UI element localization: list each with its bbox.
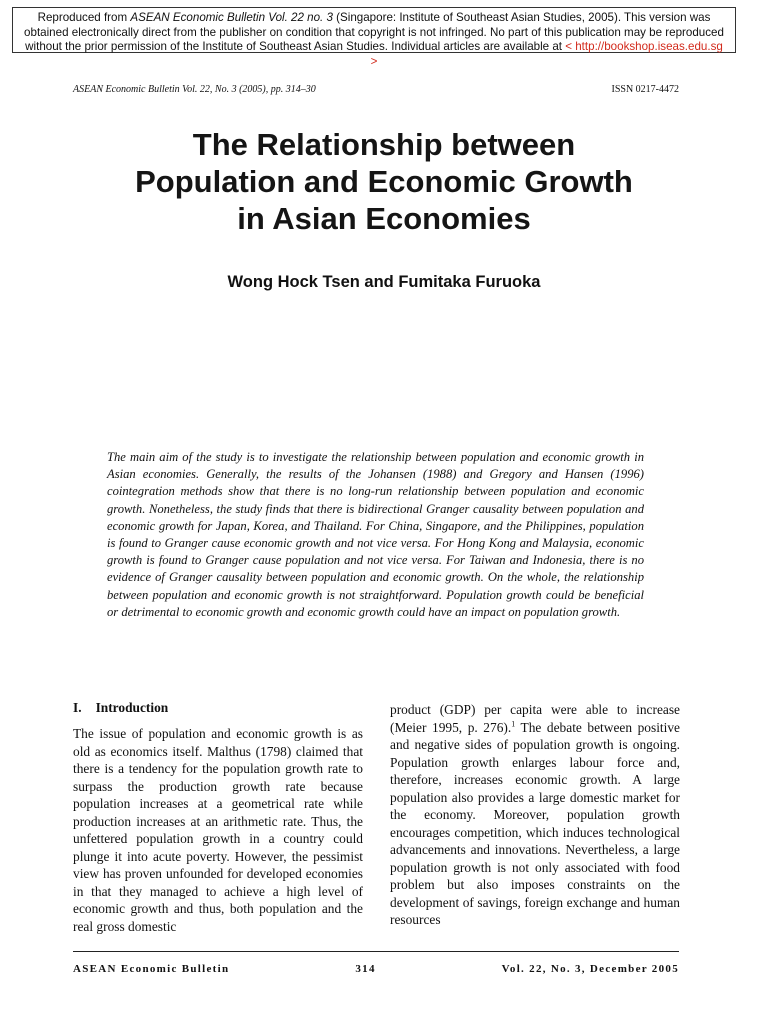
title-line-3: in Asian Economies	[237, 201, 531, 236]
notice-source: ASEAN Economic Bulletin Vol. 22 no. 3	[130, 11, 333, 24]
section-heading	[73, 700, 168, 716]
abstract: The main aim of the study is to investigate the relationship between population and economic growth in Asian economies. Generally, the results of the Johansen (1988) and Gregory and Hansen (1996) cointegration methods show that there is no long-run relationship between population and economic growth. Nonetheless, the study finds that there is bidirectional Granger causality between population and economic growth for Japan, Korea, and Thailand. For China, Singapore, and the Philippines, population is found to Granger cause economic growth and not vice versa. For Hong Kong and Malaysia, economic growth is found to Granger cause population and not vice versa. For Taiwan and Indonesia, there is no evidence of Granger causality between population and economic growth. On the whole, the relationship between population and economic growth is not straightforward. Population growth could be beneficial or detrimental to economic growth and economic growth could have an impact on population growth.	[107, 450, 644, 619]
notice-text-body: (Singapore: Institute of Southeast Asian Studies, 2005). This version was obtained electronically direct from the publisher on condition that copyright is not infringed. No part of this publication may be reproduced without the prior permission of the Institute of Southeast Asian Studies. Individual articles are available at	[24, 11, 724, 53]
bookshop-link[interactable]: < http://bookshop.iseas.edu.sg >	[370, 40, 723, 68]
page-footer	[73, 963, 679, 975]
issn: ISSN 0217-4472	[611, 84, 679, 95]
footer-issue: Vol. 22, No. 3, December 2005	[501, 963, 679, 975]
footer-journal: ASEAN Economic Bulletin	[73, 963, 230, 975]
copyright-notice	[12, 7, 736, 68]
page-number: 314	[355, 963, 376, 975]
authors: Wong Hock Tsen and Fumitaka Furuoka	[227, 273, 541, 291]
running-header	[73, 84, 679, 95]
body-column-right	[390, 701, 680, 929]
footer-rule	[73, 951, 679, 952]
body-right-rest: The debate between positive and negative sides of population growth is ongoing. Population growth enlarges labour force and, therefore, increases economic growth. A large population also provides a large domestic market for the economy. Moreover, population growth encourages competition, which induces technological advancements and innovations. Nevertheless, a large population growth is not only associated with food problem but also imposes constraints on the development of savings, foreign exchange and human resources	[390, 719, 680, 927]
body-column-left: The issue of population and economic growth is as old as economics itself. Malthus (1798) claimed that there is a tendency for the population growth rate to surpass the production growth rate because population increases at a geometrical rate while production increases at an arithmetic rate. Thus, the unfettered population growth in a country could plunge it into acute poverty. However, the pessimist view has proven unfounded for developed economies in that they managed to achieve a high level of economic growth and thus, both population and the real gross domestic	[73, 726, 363, 934]
section-number: I.	[73, 700, 82, 715]
journal-citation: ASEAN Economic Bulletin Vol. 22, No. 3 (2005), pp. 314–30	[73, 84, 316, 95]
notice-text-start: Reproduced from	[37, 11, 131, 24]
title-line-1: The Relationship between	[192, 127, 576, 162]
section-title: Introduction	[95, 700, 169, 715]
body-right-start: product (GDP) per capita were able to increase (Meier 1995, p. 276).	[390, 702, 680, 735]
paper-title	[60, 126, 708, 237]
title-line-2: Population and Economic Growth	[135, 164, 633, 199]
footnote-marker[interactable]: 1	[511, 719, 516, 729]
